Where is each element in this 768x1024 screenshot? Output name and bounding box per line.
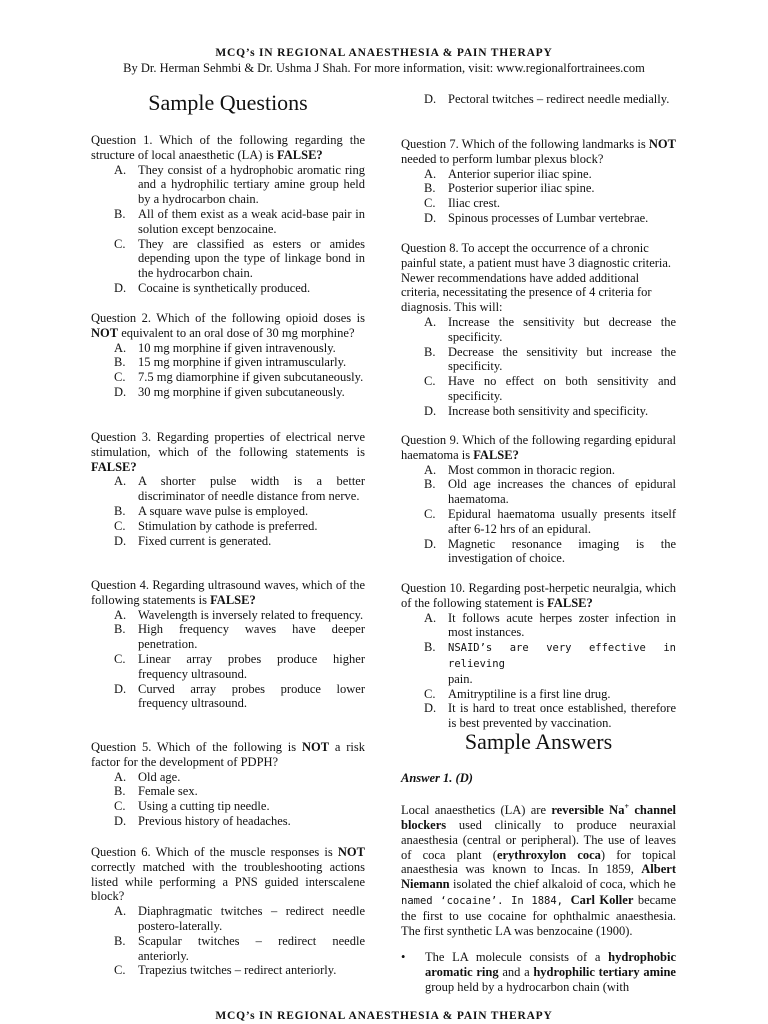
question-2: Question 2. Which of the following opioid doses is NOT equivalent to an oral dose of 30 mg morphine? A. 10 mg morphine if given intravenously. B. 15 mg morphine if given intramuscularly. C. 7.5 mg diamorphine if given subcutaneously. D. 30 mg morphine if given subcutaneously. — [91, 311, 365, 399]
option-c: C. Iliac crest. — [424, 196, 501, 211]
option-a: A. Most common in thoracic region. — [424, 462, 615, 477]
option-d: D. Increase both sensitivity and specificity. — [424, 403, 649, 418]
option-b: B. 15 mg morphine if given intramuscularly. — [114, 355, 347, 370]
question-1: Question 1. Which of the following regarding the structure of local anaesthetic (LA) is FALSE? A. They consist of a hydrophobic aromatic ring and a hydrophilic tertiary amine group held by a hydrocarbon chain. B. All of them exist as a weak acid-base pair in solution except benzocaine. C. They are classified as esters or amides depending upon the type of linkage bond in the hydrocarbon chain. D. Cocaine is synthetically produced. — [91, 133, 365, 295]
option-b: B. Female sex. — [114, 784, 198, 799]
option-b: B. NSAID’s are very effective in relieving pain. — [424, 640, 676, 686]
option-c: C. Have no effect on both sensitivity and specificity. — [424, 374, 676, 403]
option-d: D. Cocaine is synthetically produced. — [114, 280, 311, 295]
question-4: Question 4. Regarding ultrasound waves, which of the following statements is FALSE? A. Wavelength is inversely related to frequency. B. High frequency waves have deeper penetration. C. Linear array probes produce higher frequency ultrasound. D. Curved array probes produce lower frequency ultrasound. — [91, 578, 365, 711]
question-6-continued — [401, 92, 676, 107]
option-a: A. A shorter pulse width is a better discriminator of needle distance from nerve. — [114, 474, 365, 504]
option-b: B. Decrease the sensitivity but increase the specificity. — [424, 344, 676, 374]
option-b: B. High frequency waves have deeper penetration. — [114, 622, 365, 652]
option-c: C. Using a cutting tip needle. — [114, 799, 270, 814]
question-8: Question 8. To accept the occurrence of a chronic painful state, a patient must have 3 diagnostic criteria. Newer recommendations have added additional criteria, necessitating the presence of 4 criteria for diagnosis. This will: A. Increase the sensitivity but decrease the specificity. B. Decrease the sensitivity but increase the specificity. C. Have no effect on both sensitivity and specificity. D. Increase both sensitivity and specificity. — [401, 241, 676, 418]
option-a: A. They consist of a hydrophobic aromatic ring and a hydrophilic tertiary amine group held by a hydrocarbon chain. — [114, 162, 365, 207]
question-9: Question 9. Which of the following regarding epidural haematoma is FALSE? A. Most common in thoracic region. B. Old age increases the chances of epidural haematoma. C. Epidural haematoma usually presents itself after 6-12 hrs of an epidural. D. Magnetic resonance imaging is the investigation of choice. — [401, 433, 676, 566]
section-title-questions: Sample Questions — [148, 90, 308, 115]
option-d: D. Magnetic resonance imaging is the investigation of choice. — [424, 536, 676, 566]
option-d: D. Curved array probes produce lower frequency ultrasound. — [114, 681, 365, 711]
option-d: D. Spinous processes of Lumbar vertebrae. — [424, 210, 649, 225]
question-3: Question 3. Regarding properties of electrical nerve stimulation, which of the following statements is FALSE? A. A shorter pulse width is a better discriminator of needle distance from nerve. B. A square wave pulse is employed. C. Stimulation by cathode is preferred. D. Fixed current is generated. — [91, 430, 365, 548]
header-title: MCQ’s IN REGIONAL ANAESTHESIA & PAIN THERAPY — [215, 47, 553, 59]
option-b: B. A square wave pulse is employed. — [114, 503, 309, 518]
option-c: C. Trapezius twitches – redirect anteriorly. — [114, 963, 337, 978]
option-c: C. 7.5 mg diamorphine if given subcutaneously. — [114, 370, 364, 385]
question-6: Question 6. Which of the muscle responses is NOT correctly matched with the troubleshooting actions listed while performing a PNS guided interscalene block? A. Diaphragmatic twitches – redirect needle postero-laterally. B. Scapular twitches – redirect needle anteriorly. C. Trapezius twitches – redirect anteriorly. — [91, 845, 365, 978]
bullet-icon: • — [401, 950, 406, 964]
option-c: C. Amitryptiline is a first line drug. — [424, 686, 611, 701]
option-a: A. Diaphragmatic twitches – redirect needle postero-laterally. — [114, 904, 365, 933]
option-b: B. All of them exist as a weak acid-base pair in solution except benzocaine. — [114, 206, 365, 236]
question-7: Question 7. Which of the following landmarks is NOT needed to perform lumbar plexus block? A. Anterior superior iliac spine. B. Posterior superior iliac spine. C. Iliac crest. D. Spinous processes of Lumbar vertebrae. — [401, 137, 676, 225]
option-a: A. Increase the sensitivity but decrease the specificity. — [424, 314, 676, 344]
option-a: A. 10 mg morphine if given intravenously. — [114, 340, 336, 355]
option-d: D. 30 mg morphine if given subcutaneously. — [114, 384, 345, 399]
question-10: Question 10. Regarding post-herpetic neuralgia, which of the following statement is FALSE? A. It follows acute herpes zoster infection in most instances. B. NSAID’s are very effective in relieving pain. C. Amitryptiline is a first line drug. D. It is hard to treat once established, therefore is best prevented by vaccination. — [401, 581, 676, 731]
option-c: C. Linear array probes produce higher frequency ultrasound. — [114, 651, 365, 681]
page-footer: MCQ’s IN REGIONAL ANAESTHESIA & PAIN THERAPY — [215, 1010, 553, 1022]
option-d: D. Previous history of headaches. — [114, 813, 291, 828]
option-a: A. Old age. — [114, 769, 181, 784]
option-c: C. Stimulation by cathode is preferred. — [114, 518, 318, 533]
option-c: C. They are classified as esters or amides depending upon the type of linkage bond in the hydrocarbon chain. — [114, 236, 365, 281]
section-title-answers: Sample Answers — [464, 729, 613, 754]
option-a: A. It follows acute herpes zoster infection in most instances. — [424, 610, 676, 640]
option-c: C. Epidural haematoma usually presents itself after 6-12 hrs of an epidural. — [424, 506, 676, 536]
page-header — [0, 46, 768, 76]
question-5: Question 5. Which of the following is NOT a risk factor for the development of PDPH? A. Old age. B. Female sex. C. Using a cutting tip needle. D. Previous history of headaches. — [91, 740, 365, 828]
answer-1-bullet: • The LA molecule consists of a hydrophobic aromatic ring and a hydrophilic tertiary amine group held by a hydrocarbon chain (with — [401, 950, 676, 994]
answer-1-heading: Answer 1. (D) — [401, 771, 473, 785]
option-d: D. It is hard to treat once established, therefore is best prevented by vaccination. — [424, 701, 676, 731]
option-b: B. Old age increases the chances of epidural haematoma. — [424, 477, 676, 507]
option-d: D. Fixed current is generated. — [114, 533, 272, 548]
answer-1-paragraph: Local anaesthetics (LA) are reversible Na+ channel blockers used clinically to produce neuraxial anaesthesia (central or peripheral). The use of leaves of coca plant (erythroxylon coca) for topical anaesthesia was known to Incas. In 1859, Albert Niemann isolated the chief alkaloid of coca, which he named ‘cocaine’. In 1884, Carl Koller became the first to use cocaine for ophthalmic anaesthesia. The first synthetic LA was benzocaine (1900). — [401, 802, 676, 938]
option-a: A. Anterior superior iliac spine. — [424, 166, 592, 181]
option-a: A. Wavelength is inversely related to frequency. — [114, 607, 364, 622]
option-b: B. Posterior superior iliac spine. — [424, 181, 595, 196]
option-d: D. Pectoral twitches – redirect needle medially. — [424, 92, 670, 106]
header-subtitle: By Dr. Herman Sehmbi & Dr. Ushma J Shah. For more information, visit: www.regionalfortrainees.com — [123, 61, 645, 75]
option-b: B. Scapular twitches – redirect needle anteriorly. — [114, 933, 365, 963]
